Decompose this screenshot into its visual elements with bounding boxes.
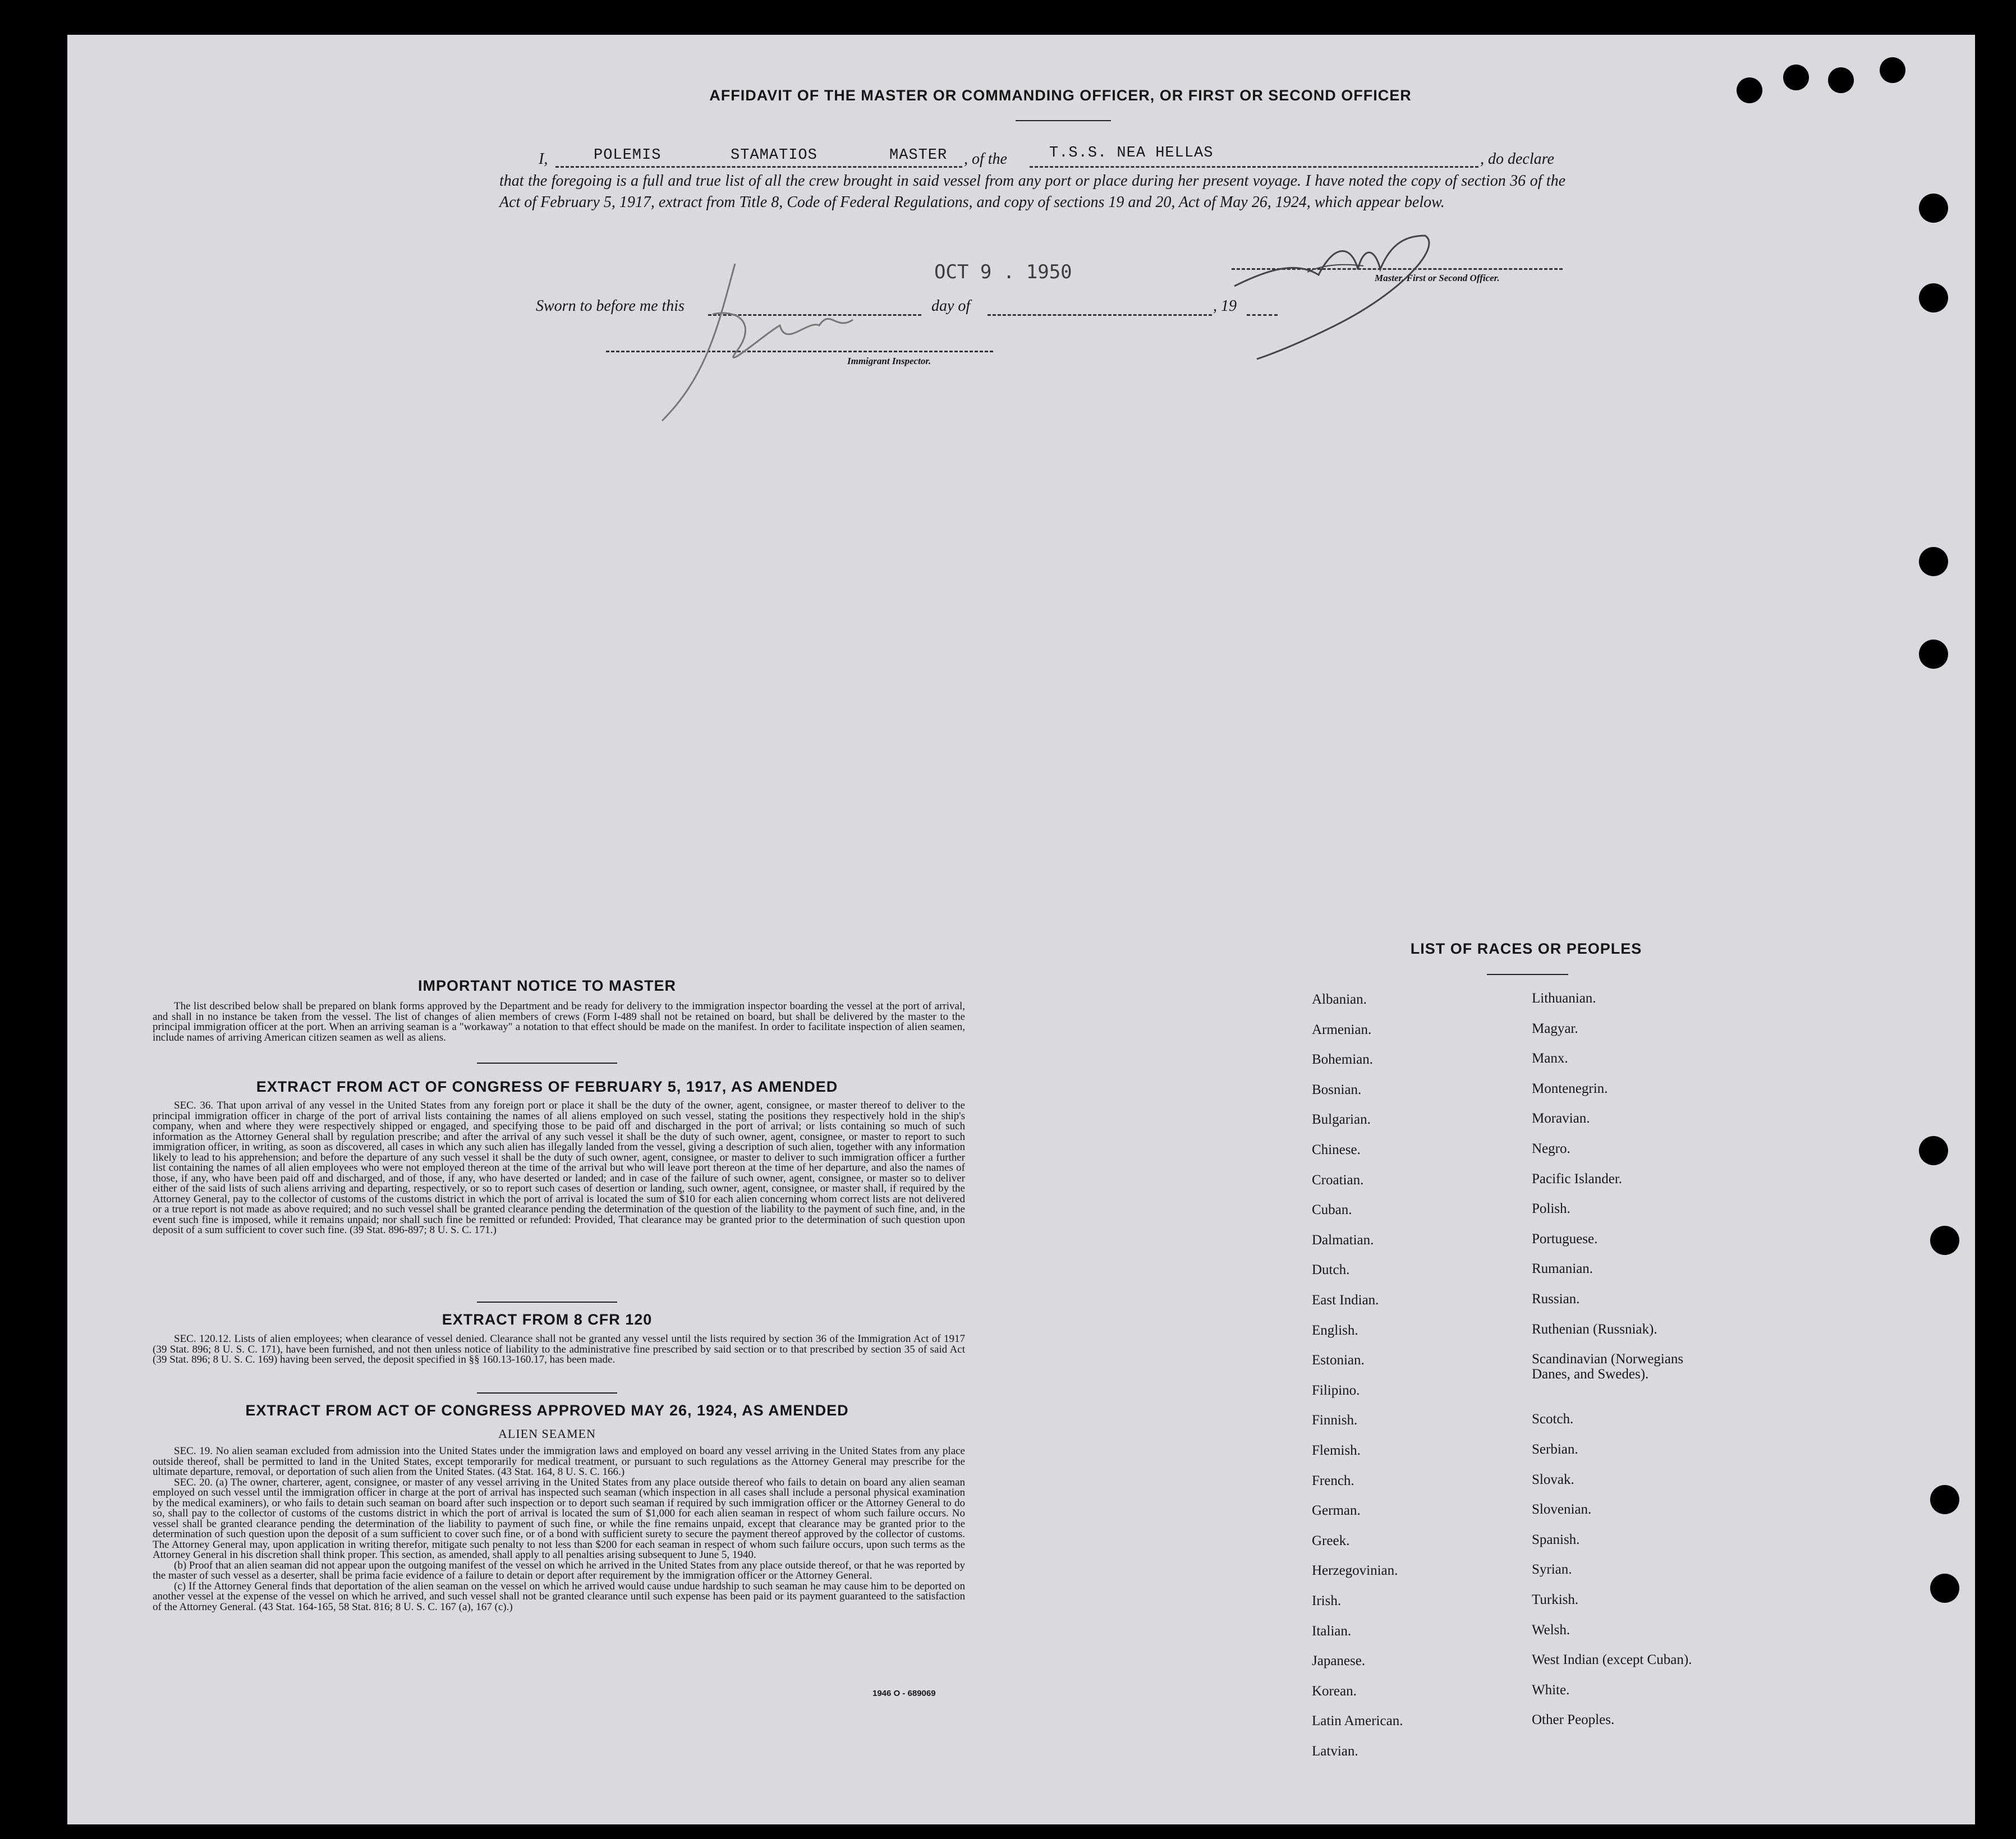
punch-hole: [1919, 1136, 1948, 1165]
race-item: Bohemian.: [1312, 1052, 1374, 1068]
punch-hole: [1919, 547, 1948, 576]
race-item: Armenian.: [1312, 1022, 1372, 1037]
sworn-month-line: [988, 314, 1212, 316]
divider: [477, 1302, 617, 1303]
punch-hole: [1737, 77, 1762, 103]
notice-title: IMPORTANT NOTICE TO MASTER: [418, 977, 676, 994]
punch-hole: [1880, 57, 1905, 83]
race-item: Serbian.: [1532, 1442, 1578, 1457]
race-item: Lithuanian.: [1532, 991, 1596, 1006]
race-item: Bulgarian.: [1312, 1112, 1371, 1128]
punch-hole: [1930, 1574, 1959, 1603]
inspector-caption: Immigrant Inspector.: [847, 356, 931, 366]
race-item: Ruthenian (Russniak).: [1532, 1321, 1657, 1337]
affidavit-i-label: I,: [539, 150, 548, 168]
extract-1917-body: SEC. 36. That upon arrival of any vessel in the United States from any foreign port or place it shall be the duty of the owner, agent, consignee, or master thereof to deliver to the principal immigration officer in charge of the port of arrival lists containing the names of all aliens employed on such vessel, stating the positions they respectively hold in the ship's company, when and where they were respectively shipped or engaged, and specifying those to be paid off and discharged in the port of arrival; or lists containing so much of such information as the Attorney General shall by regulation prescribe; and after the arrival of any such vessel it shall be the duty of such owner, agent, consignee, or master to report to such immigration officer, in writing, as soon as discovered, all cases in which any such alien has illegally landed from the vessel, giving a description of such alien, together with any information likely to lead to his apprehension; and before the departure of any such vessel it shall be the duty of such owner, agent, consignee, or master to deliver to such immigration officer a further list containing the names of all alien employees who were not employed thereon at the time of the arrival but who will leave port thereon at the time of her departure, and also the names of those, if any, who have been paid off and discharged, and of those, if any, who have deserted or landed; and in case of the failure of such owner, agent, consignee, or master so to deliver either of the said lists of such aliens arriving and departing, respectively, or so to report such cases of desertion or landing, such owner, agent, consignee, or master shall, if required by the Attorney General, pay to the collector of customs of the customs district in which the port of arrival is located the sum of $10 for each alien concerning whom correct lists are not delivered or a true report is not made as above required; and no such vessel shall be granted clearance pending the determination of the question of the liability to the payment of such fine, and, in the event such fine is imposed, while it remains unpaid; nor shall such fine be remitted or refunded: Provided, That clearance may be granted prior to the determination of such question upon deposit of a sum sufficient to cover such fine. (39 Stat. 896-897; 8 U. S. C. 171.): [153, 1100, 965, 1236]
race-item: Manx.: [1532, 1051, 1568, 1066]
race-item: Scandinavian (Norwegians Danes, and Swedes).: [1532, 1351, 1684, 1382]
race-item: Finnish.: [1312, 1413, 1358, 1428]
notice-body: The list described below shall be prepared on blank forms approved by the Department and be ready for delivery to the immigration inspector boarding the vessel at the port of arrival, and shall in no instance be taken from the vessel. The list of changes of alien members of crews (Form I-489 shall not be retained on board, but shall be delivered by the master to the principal immigration officer at the port. When an arriving seaman is a "workaway" a notation to that effect should be made on the manifest. In order to facilitate inspection of alien seamen, include names of arriving American citizen seamen as well as aliens.: [153, 1000, 965, 1043]
punch-hole: [1919, 194, 1948, 223]
race-item: Herzegovinian.: [1312, 1563, 1398, 1579]
race-item: Moravian.: [1532, 1111, 1590, 1127]
sec-19-paragraph: SEC. 19. No alien seaman excluded from admission into the United States under the immigration laws and employed on board any vessel arriving in the United States from any place outside thereof, shall be permitted to land in the United States, except temporarily for medical treatment, or pursuant to such regulations as the Attorney General may prescribe for the ultimate departure, removal, or deportation of such alien from the United States. (43 Stat. 164, 8 U. S. C. 166.): [153, 1445, 965, 1478]
race-item: Welsh.: [1532, 1622, 1570, 1638]
of-the-label: , of the: [964, 150, 1007, 168]
inspector-signature: [651, 258, 875, 426]
race-item: Montenegrin.: [1532, 1081, 1608, 1096]
master-surname: POLEMIS: [594, 147, 662, 164]
punch-hole: [1930, 1226, 1959, 1255]
race-item: Other Peoples.: [1532, 1712, 1615, 1728]
race-item: Greek.: [1312, 1533, 1350, 1548]
race-item: White.: [1532, 1682, 1570, 1698]
name-line: [555, 166, 962, 168]
extract-1924-title: EXTRACT FROM ACT OF CONGRESS APPROVED MAY 26, 1924, AS AMENDED: [245, 1402, 849, 1419]
race-item: English.: [1312, 1322, 1358, 1338]
race-item: Estonian.: [1312, 1353, 1365, 1368]
race-item: Portuguese.: [1532, 1231, 1598, 1247]
sworn-label: Sworn to before me this: [536, 297, 685, 315]
sec-20c-paragraph: (c) If the Attorney General finds that deportation of the alien seaman on the vessel on which he arrived would cause undue hardship to such seaman he may cause him to be deported on another vessel at the expense of the vessel on which he arrived, and such vessel shall not be granted clearance until such expense has been paid or its payment guaranteed to the satisfaction of the Attorney General. (43 Stat. 164-165, 58 Stat. 816; 8 U. S. C. 167 (a), 167 (c).): [153, 1580, 965, 1613]
divider: [1487, 974, 1568, 975]
master-given-name: STAMATIOS: [731, 147, 818, 164]
race-item: Slovak.: [1532, 1472, 1574, 1487]
race-item: Italian.: [1312, 1623, 1352, 1639]
punch-hole: [1783, 65, 1809, 90]
master-rank: MASTER: [889, 147, 948, 164]
race-item: Japanese.: [1312, 1653, 1366, 1669]
race-item: French.: [1312, 1473, 1354, 1488]
race-item: Chinese.: [1312, 1142, 1361, 1157]
year-label: , 19: [1213, 297, 1237, 315]
race-item: Cuban.: [1312, 1202, 1352, 1218]
do-declare-label: , do declare: [1480, 150, 1554, 168]
extract-1924-body: [153, 1446, 965, 1612]
punch-hole: [1828, 67, 1854, 93]
vessel-line: [1030, 166, 1478, 168]
race-item: Turkish.: [1532, 1592, 1579, 1607]
vessel-name: T.S.S. NEA HELLAS: [1049, 145, 1214, 162]
sec-20a-paragraph: SEC. 20. (a) The owner, charterer, agent, consignee, or master of any vessel arriving in the United States from any place outside thereof who fails to detain on board any alien seaman employed on such vessel until the immigration officer in charge at the port of arrival has inspected such seaman (which inspection in all cases shall include a personal physical examination by the medical examiners), or who fails to detain such seaman on board after such inspection or to deport such seaman if required by such immigration officer or the Attorney General to do so, shall pay to the collector of customs of the customs district in which the port of arrival is located the sum of $1,000 for each alien seaman in respect of whom such failure occurs. No vessel shall be granted clearance pending the determination of the liability to payment of such fine, or while the fine remains unpaid, except that clearance may be granted prior to the determination of such question upon the deposit of a sum sufficient to cover such fine, or of a bond with sufficient surety to secure the payment thereof approved by the collector of customs. The Attorney General may, upon application in writing therefor, mitigate such penalty to not less than $200 for each seaman in respect of whom such failure occurs, upon such terms as the Attorney General in his discretion shall think proper. This section, as amended, shall apply to all penalties arising subsequent to June 5, 1940.: [153, 1476, 965, 1561]
race-item: Dutch.: [1312, 1262, 1350, 1278]
race-item: Pacific Islander.: [1532, 1171, 1623, 1187]
master-signature-caption: Master, First or Second Officer.: [1375, 273, 1500, 283]
race-item: Slovenian.: [1532, 1502, 1592, 1518]
sec-20b-paragraph: (b) Proof that an alien seaman did not appear upon the outgoing manifest of the vessel on which he arrived in the United States from any place outside thereof, or that he was reported by the master of such vessel as a deserter, shall be prima facie evidence of a failure to detain or deport after requirement by the immigration officer or the Attorney General.: [153, 1559, 965, 1581]
divider: [477, 1063, 617, 1064]
print-code: 1946 O - 689069: [872, 1689, 936, 1698]
race-item: Albanian.: [1312, 992, 1367, 1007]
race-item: Magyar.: [1532, 1020, 1578, 1036]
race-item: Latin American.: [1312, 1713, 1403, 1729]
race-item: Irish.: [1312, 1593, 1342, 1608]
race-item: Spanish.: [1532, 1532, 1580, 1547]
race-item: Korean.: [1312, 1683, 1357, 1699]
master-signature: [1223, 208, 1459, 365]
race-item: Bosnian.: [1312, 1082, 1362, 1097]
race-item: Polish.: [1532, 1201, 1570, 1217]
punch-hole: [1919, 640, 1948, 669]
race-item: East Indian.: [1312, 1293, 1379, 1308]
race-item: Syrian.: [1532, 1562, 1572, 1578]
race-item: Scotch.: [1532, 1412, 1574, 1427]
divider: [1016, 120, 1111, 121]
date-stamp: OCT 9 . 1950: [934, 261, 1072, 283]
divider: [477, 1392, 617, 1394]
affidavit-body: that the foregoing is a full and true list of all the crew brought in said vessel from any port or place during her present voyage. I have noted the copy of section 36 of the Act of February 5, 1917, extract from Title 8, Code of Federal Regulations, and copy of sections 19 and 20, Act of May 26, 1924, which appear below.: [499, 172, 1565, 211]
race-item: West Indian (except Cuban).: [1532, 1652, 1692, 1668]
race-item: German.: [1312, 1503, 1361, 1519]
race-item: Flemish.: [1312, 1443, 1361, 1458]
day-of-label: day of: [931, 297, 971, 315]
race-item: Russian.: [1532, 1291, 1580, 1307]
punch-hole: [1919, 283, 1948, 312]
race-item: Latvian.: [1312, 1744, 1358, 1759]
race-item: Filipino.: [1312, 1382, 1360, 1398]
race-item: Dalmatian.: [1312, 1232, 1374, 1248]
races-title: LIST OF RACES OR PEOPLES: [1410, 940, 1642, 957]
punch-hole: [1930, 1485, 1959, 1514]
affidavit-title: AFFIDAVIT OF THE MASTER OR COMMANDING OFFICER, OR FIRST OR SECOND OFFICER: [709, 87, 1412, 104]
race-item: Rumanian.: [1532, 1261, 1593, 1277]
race-item: Negro.: [1532, 1141, 1570, 1156]
extract-cfr-body: SEC. 120.12. Lists of alien employees; when clearance of vessel denied. Clearance shall not be granted any vessel until the lists required by section 36 of the Immigration Act of 1917 (39 Stat. 896; 8 U. S. C. 171), have been furnished, and not then unless notice of liability to the administrative fine prescribed by said section or to that prescribed by section 35 of said Act (39 Stat. 896; 8 U. S. C. 169) having been served, the deposit specified in §§ 160.13-160.17, has been made.: [153, 1333, 965, 1366]
extract-cfr-title: EXTRACT FROM 8 CFR 120: [442, 1311, 653, 1328]
race-item: Croatian.: [1312, 1172, 1364, 1188]
extract-1917-title: EXTRACT FROM ACT OF CONGRESS OF FEBRUARY 5, 1917, AS AMENDED: [256, 1078, 838, 1095]
alien-seamen-subtitle: ALIEN SEAMEN: [498, 1427, 596, 1441]
